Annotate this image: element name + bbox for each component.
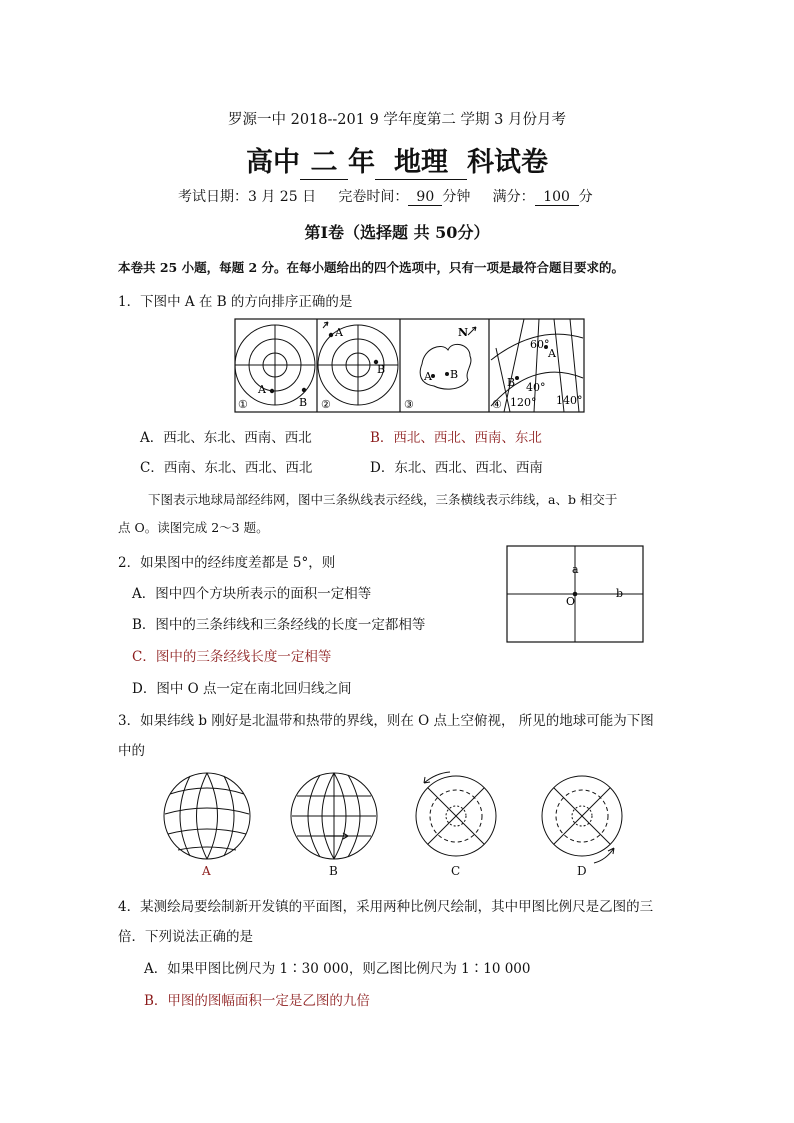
q2-option-c: C．图中的三条经线长度一定相等 [132, 649, 332, 665]
grid-label-o: O [566, 595, 576, 608]
p4-label-a: A [548, 347, 556, 360]
q4-stem-line1: 4．某测绘局要绘制新开发镇的平面图，采用两种比例尺绘制，其中甲图比例尺是乙图的三 [118, 899, 654, 915]
globe-b-arrow-icon [326, 833, 348, 839]
section-title: 第Ⅰ卷（选择题 共 50分） [304, 223, 490, 242]
q1-option-b: B．西北、西北、西南、东北 [370, 430, 542, 446]
q2-stem: 2．如果图中的经纬度差都是 5°，则 [118, 555, 336, 571]
p3-label-a: A [424, 370, 432, 383]
panel-num-1: ① [238, 398, 248, 411]
deg-120: 120° [510, 396, 537, 409]
q4-stem-line2: 倍．下列说法正确的是 [118, 929, 253, 945]
q4-option-a: A．如果甲图比例尺为 1∶30 000，则乙图比例尺为 1∶10 000 [144, 961, 531, 977]
intro-2-3-line2: 点 O。读图完成 2～3 题。 [118, 520, 269, 535]
q1-stem: 1．下图中 A 在 B 的方向排序正确的是 [118, 294, 353, 310]
rotation-arrow-icon [323, 322, 328, 328]
q3-globes-figure [150, 768, 630, 878]
north-label: N [458, 326, 469, 339]
time-value: 90 [408, 189, 442, 206]
exam-meta [178, 186, 593, 206]
q3-stem-line1: 3．如果纬线 b 刚好是北温带和热带的界线，则在 O 点上空俯视， 所见的地球可能为下图 [118, 713, 654, 729]
p1-label-b: B [299, 396, 308, 409]
q1-figure [234, 318, 586, 414]
q2-option-d: D．图中 O 点一定在南北回归线之间 [132, 681, 352, 697]
grid-label-b: b [616, 587, 624, 600]
q3-stem-line2: 中的 [118, 743, 145, 759]
p4-label-b: B [507, 376, 516, 389]
grid-label-a: a [572, 563, 579, 576]
p3-label-b: B [450, 368, 459, 381]
globe-a [164, 773, 250, 859]
north-arrow-icon [468, 327, 476, 335]
score-unit: 分 [578, 189, 593, 205]
title-suffix: 科试卷 [467, 147, 548, 178]
title-mid: 年 [348, 147, 375, 178]
score-label: 满分： [492, 189, 535, 205]
globe-d [542, 776, 622, 856]
globe-b [291, 773, 377, 859]
q4-option-b: B．甲图的图幅面积一定是乙图的九倍 [144, 993, 370, 1009]
panel-num-4: ④ [492, 398, 502, 411]
p1-label-a: A [258, 383, 266, 396]
panel-2-polar-map [318, 325, 398, 405]
score-value: 100 [535, 189, 579, 206]
panel-num-2: ② [321, 398, 331, 411]
globe-label-b: B [329, 864, 338, 878]
q1-option-d: D．东北、西北、西北、西南 [370, 460, 543, 476]
exam-title [0, 140, 794, 180]
q2-option-b: B．图中的三条纬线和三条经线的长度一定都相等 [132, 617, 426, 633]
deg-140: 140° [556, 394, 583, 407]
q2-grid-figure [506, 545, 646, 644]
globe-label-d: D [577, 864, 587, 878]
title-grade: 二 [300, 140, 348, 180]
p2-label-a: A [335, 326, 343, 339]
deg-60: 60° [530, 338, 550, 351]
globe-label-a: A [202, 864, 211, 878]
q1-option-a: A．西北、东北、西南、西北 [140, 430, 312, 446]
p2-label-b: B [377, 363, 386, 376]
panel-num-3: ③ [404, 398, 414, 411]
q1-option-c: C．西南、东北、西北、西北 [140, 460, 313, 476]
globe-c [416, 776, 496, 856]
exam-date: 考试日期：3 月 25 日 [178, 189, 317, 205]
title-subject: 地理 [375, 140, 467, 180]
time-unit: 分钟 [442, 189, 471, 205]
school-exam-header: 罗源一中 2018--201 9 学年度第二 学期 3 月份月考 [228, 112, 566, 128]
time-label: 完卷时间： [338, 189, 409, 205]
globe-d-rotation-icon [594, 848, 614, 863]
deg-40: 40° [526, 381, 546, 394]
globe-label-c: C [451, 864, 461, 878]
q2-option-a: A．图中四个方块所表示的面积一定相等 [132, 586, 372, 602]
panel-1-polar-map [235, 325, 315, 405]
title-prefix: 高中 [246, 147, 300, 178]
instructions: 本卷共 25 小题，每题 2 分。在每小题给出的四个选项中，只有一项是最符合题目要求的。 [118, 260, 625, 275]
intro-2-3-line1: 下图表示地球局部经纬网，图中三条纵线表示经线，三条横线表示纬线，a、b 相交于 [148, 492, 618, 507]
